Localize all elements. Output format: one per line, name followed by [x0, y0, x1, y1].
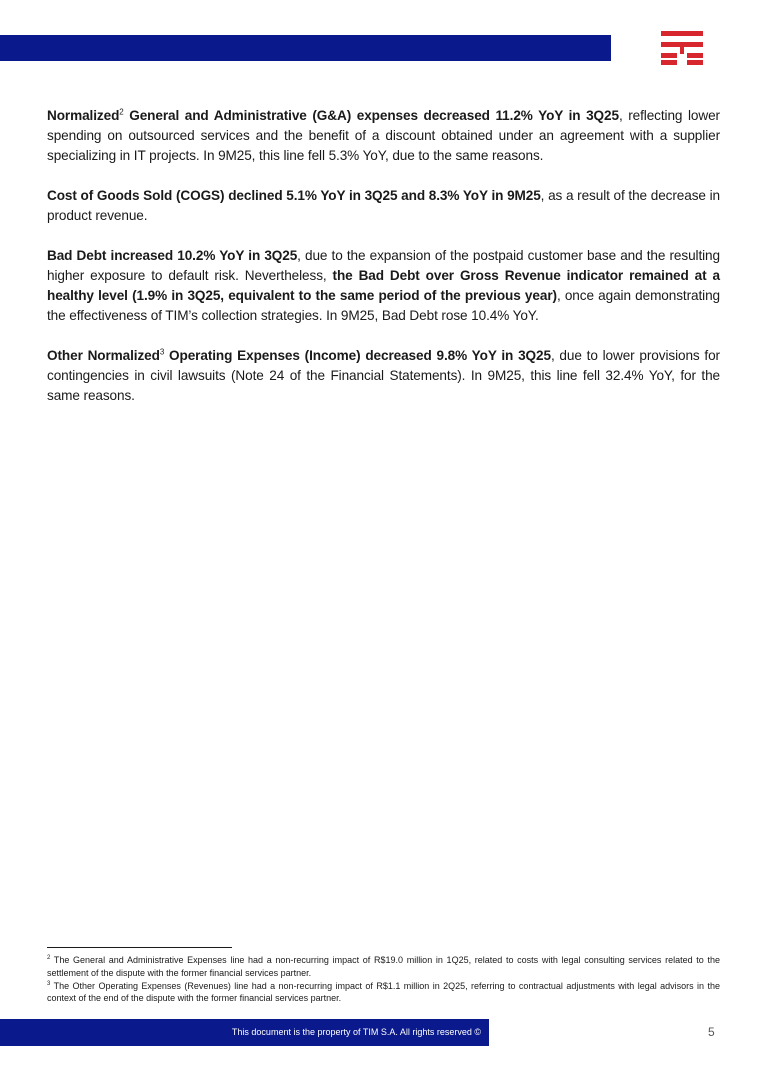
body-content: [47, 106, 720, 426]
footnote-2: $^2$ The General and Administrative Expenses line had a non-recurring impact of R$19.0 million in 1Q25, related to costs with legal consulting services related to the settlement of the dispute with the former financial services partner.: [47, 955, 720, 978]
page-number: 5: [708, 1025, 715, 1039]
footnote-3: $^3$ The Other Operating Expenses (Revenues) line had a non-recurring impact of R$1.1 million in 2Q25, referring to contractual adjustments with legal advisors in the context of the end of the dispute with the former financial services partner.: [47, 980, 720, 1004]
paragraph-bad-debt: Bad Debt increased 10.2% YoY in 3Q25, due to the expansion of the postpaid customer base and the resulting higher exposure to default risk. Nevertheless, the Bad Debt over Gross Revenue indicator remained at a healthy level (1.9% in 3Q25, equivalent to the same period of the previous year), once again demonstrating the effectiveness of TIM’s collection strategies. In 9M25, Bad Debt rose 10.4% YoY.: [47, 248, 720, 323]
paragraph-other-opex: Other Normalized$^3$ Operating Expenses (Income) decreased 9.8% YoY in 3Q25, due to lower provisions for contingencies in civil lawsuits (Note 24 of the Financial Statements). In 9M25, this line fell 32.4% YoY, for the same reasons.: [47, 347, 720, 403]
footnotes: [47, 954, 720, 1005]
copyright-notice: This document is the property of TIM S.A. All rights reserved ©: [231, 1027, 481, 1037]
header-bar: [0, 35, 611, 61]
paragraph-cogs: Cost of Goods Sold (COGS) declined 5.1% YoY in 3Q25 and 8.3% YoY in 9M25, as a result of the decrease in product revenue.: [47, 188, 720, 223]
footnote-divider: [47, 947, 232, 948]
footer-bar: [0, 1019, 489, 1046]
tim-logo-icon: [661, 31, 703, 65]
paragraph-ga-expenses: Normalized$^2$ General and Administrative (G&A) expenses decreased 11.2% YoY in 3Q25, reflecting lower spending on outsourced services and the benefit of a discount obtained under an agreement with a supplier specializing in IT projects. In 9M25, this line fell 5.3% YoY, due to the same reasons.: [47, 107, 720, 163]
